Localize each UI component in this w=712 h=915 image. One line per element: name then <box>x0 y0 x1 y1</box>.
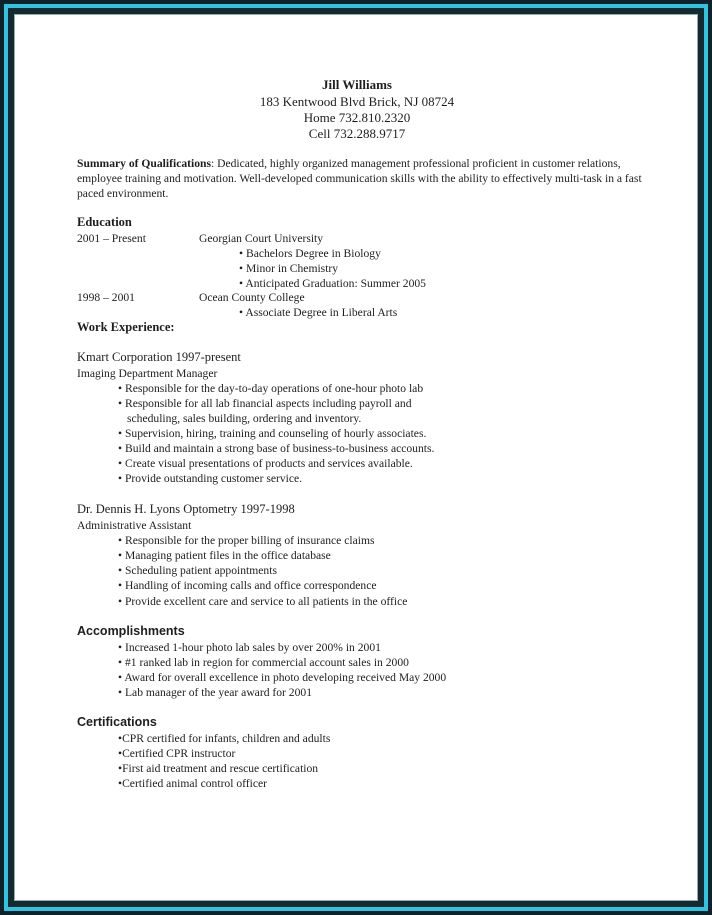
job-duty: • Responsible for the proper billing of insurance claims <box>118 533 375 548</box>
education-heading: Education <box>77 215 132 229</box>
home-phone: Home 732.810.2320 <box>303 110 411 125</box>
accomplishments-heading: Accomplishments <box>77 624 185 638</box>
job-duty: • Provide excellent care and service to all patients in the office <box>118 594 407 609</box>
accomplishment-item: • Increased 1-hour photo lab sales by over 200% in 2001 <box>118 640 381 655</box>
job-employer: Kmart Corporation 1997-present <box>77 350 241 364</box>
education-dates: 1998 – 2001 <box>77 291 135 304</box>
job-duty: • Managing patient files in the office database <box>118 548 331 563</box>
accomplishment-item: • Award for overall excellence in photo developing received May 2000 <box>118 670 446 685</box>
accomplishment-item: • Lab manager of the year award for 2001 <box>118 685 312 700</box>
job-duty: • Build and maintain a strong base of business-to-business accounts. <box>118 441 434 456</box>
summary-paragraph <box>77 156 657 201</box>
certification-item: • First aid treatment and rescue certification <box>118 761 318 776</box>
education-item: • Bachelors Degree in Biology <box>239 246 381 261</box>
certification-item: • CPR certified for infants, children and adults <box>118 731 330 746</box>
accomplishment-item: • #1 ranked lab in region for commercial account sales in 2000 <box>118 655 409 670</box>
certifications-heading: Certifications <box>77 715 157 729</box>
job-duty: • Provide outstanding customer service. <box>118 471 302 486</box>
job-duty-continuation: scheduling, sales building, ordering and inventory. <box>127 412 362 425</box>
certification-item: • Certified CPR instructor <box>118 746 235 761</box>
summary-text: : Dedicated, highly organized management professional proficient in customer relations, employee training and motivation. Well-developed communication skills with the ability to effectively multi-task in a fast paced environment. <box>77 157 642 200</box>
job-duty: • Responsible for the day-to-day operations of one-hour photo lab <box>118 381 423 396</box>
job-duty: • Create visual presentations of products and services available. <box>118 456 413 471</box>
summary-label: Summary of Qualifications <box>77 157 211 170</box>
job-employer: Dr. Dennis H. Lyons Optometry 1997-1998 <box>77 502 295 516</box>
job-position: Imaging Department Manager <box>77 367 218 380</box>
education-item: • Minor in Chemistry <box>239 261 338 276</box>
education-dates: 2001 – Present <box>77 232 146 245</box>
education-item: • Associate Degree in Liberal Arts <box>239 305 397 320</box>
education-item: • Anticipated Graduation: Summer 2005 <box>239 276 426 291</box>
job-duty: • Handling of incoming calls and office correspondence <box>118 578 377 593</box>
address-line: 183 Kentwood Blvd Brick, NJ 08724 <box>259 94 455 109</box>
education-school: Georgian Court University <box>199 232 324 245</box>
job-duty: • Supervision, hiring, training and counseling of hourly associates. <box>118 426 426 441</box>
cell-phone: Cell 732.288.9717 <box>308 126 406 141</box>
job-duty: • Scheduling patient appointments <box>118 563 277 578</box>
job-position: Administrative Assistant <box>77 519 192 532</box>
work-heading: Work Experience: <box>77 320 175 334</box>
candidate-name: Jill Williams <box>322 77 392 92</box>
job-duty: • Responsible for all lab financial aspects including payroll and <box>118 396 412 411</box>
education-school: Ocean County College <box>199 291 305 304</box>
resume-page <box>14 14 698 901</box>
certification-item: • Certified animal control officer <box>118 776 267 791</box>
